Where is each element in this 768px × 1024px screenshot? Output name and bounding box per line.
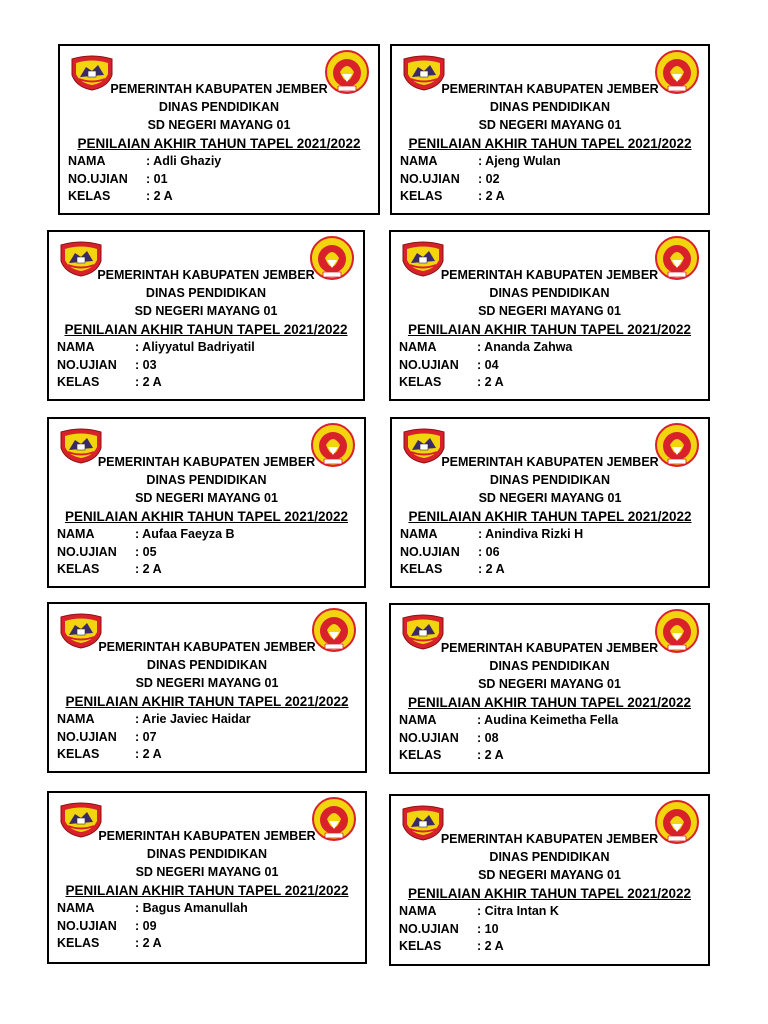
class-row (57, 374, 255, 392)
class-row (400, 561, 583, 579)
name-row (399, 712, 618, 730)
student-fields (400, 526, 583, 579)
card-header (49, 266, 363, 339)
exam-card (58, 44, 380, 215)
exam-number-row (57, 544, 235, 562)
exam-number-label: NO.UJIAN (399, 730, 459, 745)
name-value: : Audina Keimetha Fella (477, 713, 619, 727)
exam-number-row (399, 921, 559, 939)
name-value: : Ananda Zahwa (477, 340, 573, 354)
class-label: KELAS (68, 189, 111, 203)
government-line: PEMERINTAH KABUPATEN JEMBER (440, 268, 659, 282)
exam-title: PENILAIAN AKHIR TAHUN TAPEL 2021/2022 (77, 136, 361, 151)
school-line: SD NEGERI MAYANG 01 (135, 865, 279, 879)
class-label: KELAS (400, 189, 443, 203)
school-line: SD NEGERI MAYANG 01 (478, 304, 621, 318)
exam-card (47, 417, 366, 588)
government-line: PEMERINTAH KABUPATEN JEMBER (440, 832, 659, 846)
exam-number-row (399, 730, 618, 748)
department-line: DINAS PENDIDIKAN (489, 473, 611, 487)
exam-number-row (57, 357, 255, 375)
government-line: PEMERINTAH KABUPATEN JEMBER (97, 268, 315, 282)
exam-number-row (400, 171, 561, 189)
exam-number-label: NO.UJIAN (399, 357, 459, 372)
name-value: : Ajeng Wulan (478, 154, 561, 168)
name-value: : Citra Intan K (477, 904, 559, 918)
name-row (57, 711, 251, 729)
card-header (391, 266, 708, 339)
exam-card (389, 603, 710, 774)
school-line: SD NEGERI MAYANG 01 (135, 491, 278, 505)
class-label: KELAS (57, 562, 100, 576)
name-row (400, 526, 583, 544)
exam-number-label: NO.UJIAN (68, 171, 128, 186)
class-label: KELAS (399, 748, 442, 762)
exam-number-value: : 02 (478, 171, 500, 186)
name-label: NAMA (400, 527, 438, 541)
name-value: : Aliyyatul Badriyatil (135, 340, 255, 354)
exam-card (390, 44, 710, 215)
exam-number-value: : 06 (478, 544, 500, 559)
exam-card (389, 794, 710, 966)
name-value: : Arie Javiec Haidar (135, 712, 251, 726)
student-fields (68, 153, 221, 206)
class-value: : 2 A (477, 939, 504, 953)
class-row (57, 746, 251, 764)
student-fields (57, 526, 235, 579)
department-line: DINAS PENDIDIKAN (146, 847, 268, 861)
class-label: KELAS (399, 375, 442, 389)
name-value: : Bagus Amanullah (135, 901, 248, 915)
exam-title: PENILAIAN AKHIR TAHUN TAPEL 2021/2022 (407, 886, 692, 901)
exam-title: PENILAIAN AKHIR TAHUN TAPEL 2021/2022 (65, 694, 349, 709)
card-header (60, 80, 378, 153)
school-line: SD NEGERI MAYANG 01 (147, 118, 291, 132)
exam-number-value: : 03 (135, 357, 157, 372)
class-row (399, 374, 572, 392)
department-line: DINAS PENDIDIKAN (489, 100, 611, 114)
exam-number-value: : 07 (135, 729, 157, 744)
name-row (68, 153, 221, 171)
exam-number-label: NO.UJIAN (400, 544, 460, 559)
exam-card (47, 791, 367, 964)
government-line: PEMERINTAH KABUPATEN JEMBER (441, 455, 659, 469)
exam-card (47, 602, 367, 773)
department-line: DINAS PENDIDIKAN (489, 659, 610, 673)
name-value: : Aufaa Faeyza B (135, 527, 235, 541)
card-header (391, 830, 708, 903)
government-line: PEMERINTAH KABUPATEN JEMBER (440, 641, 659, 655)
class-row (399, 938, 559, 956)
card-header (49, 638, 365, 711)
name-label: NAMA (57, 901, 95, 915)
department-line: DINAS PENDIDIKAN (145, 286, 267, 300)
department-line: DINAS PENDIDIKAN (146, 658, 268, 672)
exam-title: PENILAIAN AKHIR TAHUN TAPEL 2021/2022 (64, 509, 349, 524)
card-header (391, 639, 708, 712)
class-label: KELAS (57, 936, 100, 950)
exam-number-value: : 08 (477, 730, 499, 745)
name-row (57, 526, 235, 544)
class-value: : 2 A (477, 375, 504, 389)
exam-number-label: NO.UJIAN (399, 921, 459, 936)
exam-number-label: NO.UJIAN (400, 171, 460, 186)
card-header (392, 80, 708, 153)
exam-number-row (57, 918, 248, 936)
department-line: DINAS PENDIDIKAN (489, 286, 610, 300)
department-line: DINAS PENDIDIKAN (146, 473, 267, 487)
name-row (399, 339, 572, 357)
student-fields (399, 339, 572, 392)
class-value: : 2 A (135, 936, 162, 950)
government-line: PEMERINTAH KABUPATEN JEMBER (441, 82, 659, 96)
class-label: KELAS (400, 562, 443, 576)
exam-card (47, 230, 365, 401)
school-line: SD NEGERI MAYANG 01 (478, 491, 622, 505)
exam-number-label: NO.UJIAN (57, 544, 117, 559)
government-line: PEMERINTAH KABUPATEN JEMBER (98, 640, 316, 654)
student-fields (57, 711, 251, 764)
student-fields (399, 903, 559, 956)
exam-title: PENILAIAN AKHIR TAHUN TAPEL 2021/2022 (64, 322, 348, 337)
exam-card (390, 417, 710, 588)
exam-card (389, 230, 710, 401)
school-line: SD NEGERI MAYANG 01 (134, 304, 278, 318)
student-fields (399, 712, 618, 765)
class-value: : 2 A (146, 189, 173, 203)
class-label: KELAS (57, 747, 100, 761)
card-header (392, 453, 708, 526)
exam-number-row (400, 544, 583, 562)
name-label: NAMA (399, 713, 437, 727)
exam-number-label: NO.UJIAN (57, 729, 117, 744)
exam-number-row (68, 171, 221, 189)
name-label: NAMA (400, 154, 438, 168)
exam-title: PENILAIAN AKHIR TAHUN TAPEL 2021/2022 (407, 695, 692, 710)
student-fields (57, 900, 248, 953)
exam-number-row (399, 357, 572, 375)
card-header (49, 453, 364, 526)
department-line: DINAS PENDIDIKAN (489, 850, 610, 864)
name-value: : Anindiva Rizki H (478, 527, 584, 541)
exam-number-value: : 09 (135, 918, 157, 933)
student-fields (57, 339, 255, 392)
class-row (57, 935, 248, 953)
name-value: : Adli Ghaziy (146, 154, 222, 168)
government-line: PEMERINTAH KABUPATEN JEMBER (110, 82, 328, 96)
class-value: : 2 A (135, 562, 162, 576)
government-line: PEMERINTAH KABUPATEN JEMBER (97, 455, 316, 469)
exam-number-label: NO.UJIAN (57, 918, 117, 933)
department-line: DINAS PENDIDIKAN (158, 100, 280, 114)
exam-title: PENILAIAN AKHIR TAHUN TAPEL 2021/2022 (407, 322, 692, 337)
school-line: SD NEGERI MAYANG 01 (135, 676, 279, 690)
name-label: NAMA (399, 904, 437, 918)
class-row (68, 188, 221, 206)
exam-number-value: : 05 (135, 544, 157, 559)
class-row (399, 747, 618, 765)
name-row (399, 903, 559, 921)
name-row (400, 153, 561, 171)
class-value: : 2 A (135, 747, 162, 761)
class-label: KELAS (399, 939, 442, 953)
class-row (57, 561, 235, 579)
name-label: NAMA (68, 154, 106, 168)
exam-title: PENILAIAN AKHIR TAHUN TAPEL 2021/2022 (408, 509, 692, 524)
name-row (57, 339, 255, 357)
name-label: NAMA (57, 340, 95, 354)
exam-number-row (57, 729, 251, 747)
student-fields (400, 153, 561, 206)
exam-number-value: : 01 (146, 171, 168, 186)
exam-number-value: : 10 (477, 921, 499, 936)
class-value: : 2 A (135, 375, 162, 389)
class-row (400, 188, 561, 206)
class-value: : 2 A (477, 748, 504, 762)
school-line: SD NEGERI MAYANG 01 (478, 868, 621, 882)
class-value: : 2 A (478, 562, 505, 576)
government-line: PEMERINTAH KABUPATEN JEMBER (98, 829, 316, 843)
exam-title: PENILAIAN AKHIR TAHUN TAPEL 2021/2022 (65, 883, 349, 898)
exam-number-value: : 04 (477, 357, 499, 372)
school-line: SD NEGERI MAYANG 01 (478, 677, 621, 691)
class-value: : 2 A (478, 189, 505, 203)
school-line: SD NEGERI MAYANG 01 (478, 118, 622, 132)
exam-number-label: NO.UJIAN (57, 357, 117, 372)
card-header (49, 827, 365, 900)
name-label: NAMA (57, 527, 95, 541)
name-label: NAMA (57, 712, 95, 726)
class-label: KELAS (57, 375, 100, 389)
exam-title: PENILAIAN AKHIR TAHUN TAPEL 2021/2022 (408, 136, 692, 151)
name-label: NAMA (399, 340, 437, 354)
name-row (57, 900, 248, 918)
